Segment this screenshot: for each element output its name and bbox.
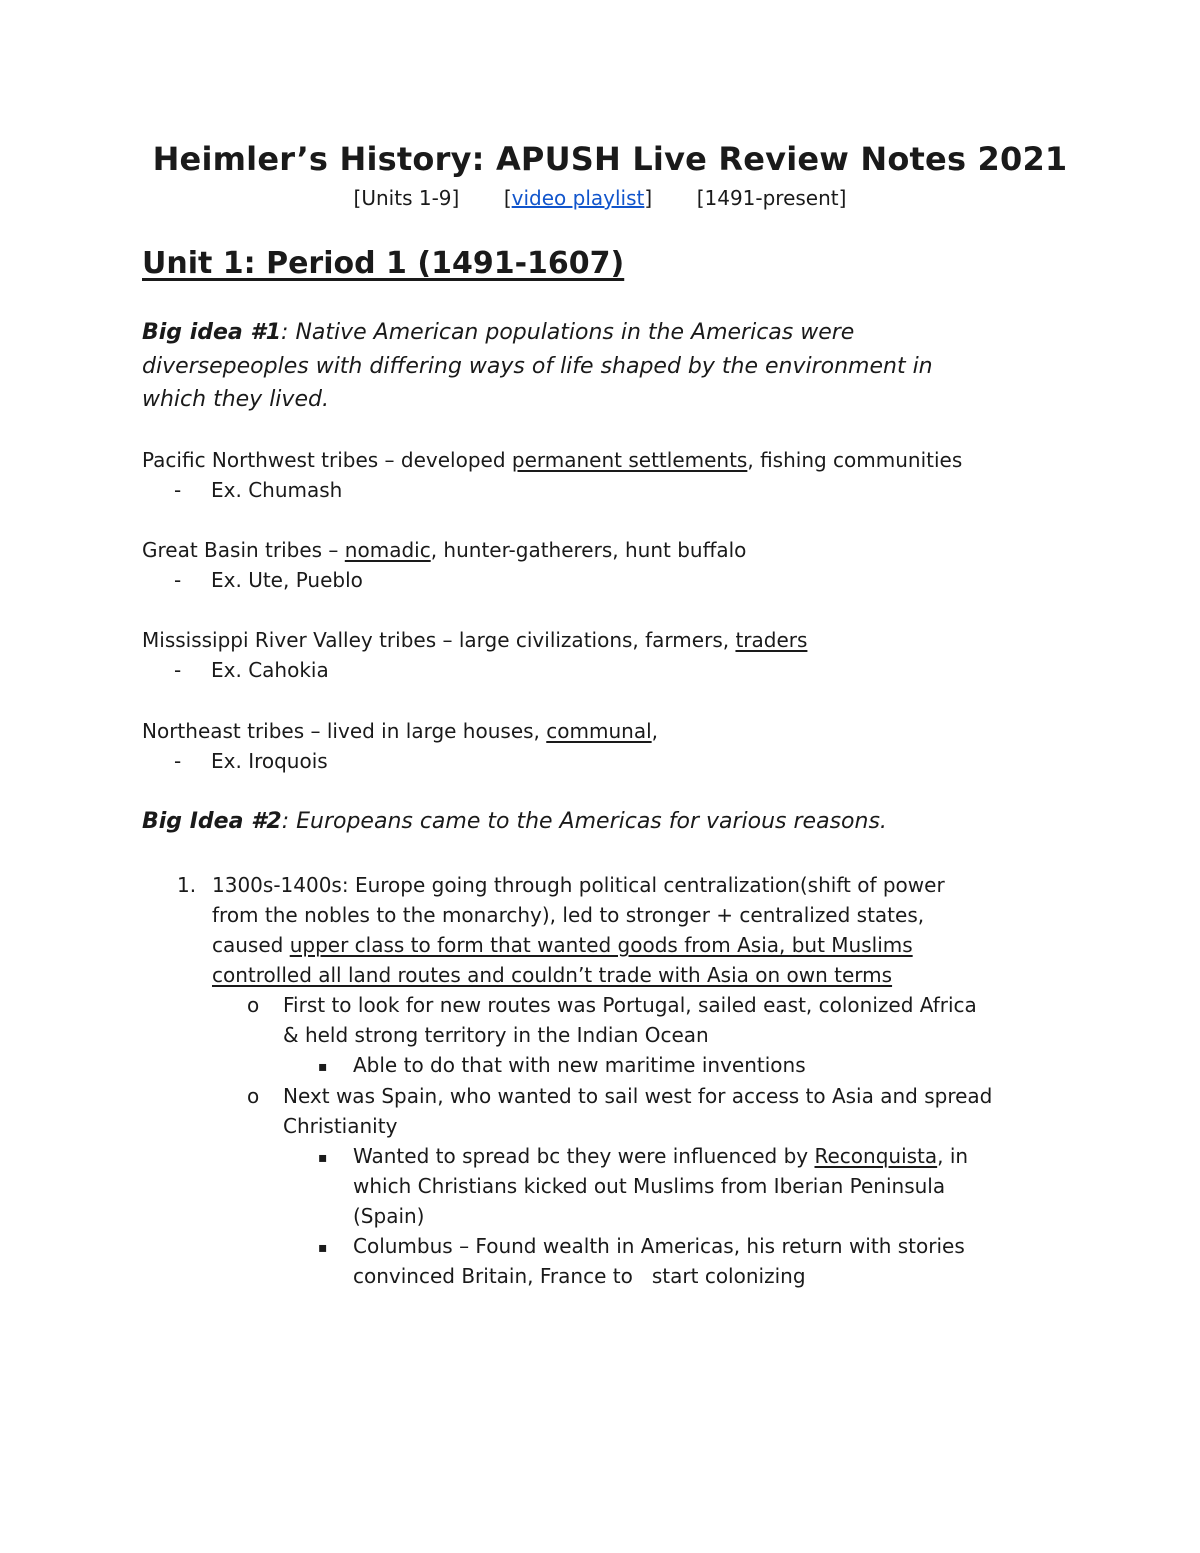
big-idea-1-line1: : Native American populations in the Americas were <box>281 320 855 345</box>
unit-heading: Unit 1: Period 1 (1491-1607) <box>142 246 625 281</box>
list-item-line: from the nobles to the monarchy), led to stronger + centralized states, <box>212 903 925 927</box>
sub-sub-item-line: Able to do that with new maritime inventions <box>353 1053 806 1077</box>
circle-bullet: o <box>247 1084 260 1108</box>
link-open-bracket: [ <box>503 186 512 210</box>
square-bullet: ▪ <box>318 1150 328 1166</box>
sub-sub-item-suffix: , in <box>937 1144 969 1168</box>
dash-bullet: - <box>174 568 182 592</box>
tribe-example: Ex. Iroquois <box>211 749 328 773</box>
tribe-example: Ex. Cahokia <box>211 658 329 682</box>
big-idea-2 <box>142 805 1042 839</box>
sub-item-line: Christianity <box>283 1114 398 1138</box>
range-label: [1491-present] <box>696 186 847 210</box>
tribe-underlined: nomadic <box>344 538 431 562</box>
tribe-prefix: Northeast tribes – lived in large houses, <box>142 719 547 743</box>
big-idea-1-label: Big idea #1 <box>142 320 282 345</box>
subtitle-line <box>0 186 1200 210</box>
list-item-line: 1300s-1400s: Europe going through political centralization(shift of power <box>212 873 945 897</box>
sub-sub-item-line: which Christians kicked out Muslims from Iberian Peninsula <box>353 1174 946 1198</box>
units-label: [Units 1-9] <box>353 186 460 210</box>
sub-sub-item-line: Columbus – Found wealth in Americas, his return with stories <box>353 1234 965 1258</box>
sub-item-line: & held strong territory in the Indian Ocean <box>283 1023 709 1047</box>
tribe-underlined: communal <box>546 719 652 743</box>
square-bullet: ▪ <box>318 1059 328 1075</box>
tribe-prefix: Mississippi River Valley tribes – large civilizations, farmers, <box>142 628 736 652</box>
sub-sub-item-line <box>353 1141 968 1171</box>
tribe-underlined: traders <box>735 628 808 652</box>
tribe-suffix: , <box>651 719 658 743</box>
dash-bullet: - <box>174 749 182 773</box>
tribe-line-pacific <box>142 445 962 475</box>
tribe-prefix: Great Basin tribes – <box>142 538 345 562</box>
sub-sub-item-prefix: Wanted to spread bc they were influenced by <box>353 1144 815 1168</box>
tribe-prefix: Pacific Northwest tribes – developed <box>142 448 512 472</box>
tribe-suffix: , hunter-gatherers, hunt buffalo <box>430 538 747 562</box>
list-item-underlined: controlled all land routes and couldn’t trade with Asia on own terms <box>212 963 893 987</box>
list-item-line <box>212 960 892 990</box>
square-bullet: ▪ <box>318 1240 328 1256</box>
link-close-bracket: ] <box>644 186 653 210</box>
page-title: Heimler’s History: APUSH Live Review Notes 2021 <box>152 140 1068 178</box>
list-item-prefix: caused <box>212 933 290 957</box>
circle-bullet: o <box>247 993 260 1017</box>
big-idea-1-line2: diversepeoples with differing ways of life shaped by the environment in <box>142 353 933 379</box>
dash-bullet: - <box>174 478 182 502</box>
sub-sub-item-underlined: Reconquista <box>814 1144 938 1168</box>
list-item-underlined: upper class to form that wanted goods from Asia, but Muslims <box>289 933 913 957</box>
dash-bullet: - <box>174 658 182 682</box>
list-number: 1. <box>177 873 197 897</box>
big-idea-1-line3: which they lived. <box>142 387 329 412</box>
tribe-line-great-basin <box>142 535 746 565</box>
tribe-example: Ex. Chumash <box>211 478 343 502</box>
video-playlist-link[interactable]: video playlist <box>511 186 645 210</box>
big-idea-2-label: Big Idea #2 <box>142 809 282 834</box>
tribe-line-mississippi <box>142 625 807 655</box>
big-idea-1 <box>142 316 1042 417</box>
big-idea-2-text: : Europeans came to the Americas for various reasons. <box>281 809 887 834</box>
list-item-line <box>212 930 913 960</box>
tribe-example: Ex. Ute, Pueblo <box>211 568 363 592</box>
sub-item-line: First to look for new routes was Portugal, sailed east, colonized Africa <box>283 993 977 1017</box>
tribe-underlined: permanent settlements <box>511 448 748 472</box>
sub-sub-item-line: (Spain) <box>353 1204 425 1228</box>
tribe-line-northeast <box>142 716 658 746</box>
tribe-suffix: , fishing communities <box>747 448 963 472</box>
sub-item-line: Next was Spain, who wanted to sail west for access to Asia and spread <box>283 1084 993 1108</box>
sub-sub-item-line: convinced Britain, France to start colonizing <box>353 1264 806 1288</box>
